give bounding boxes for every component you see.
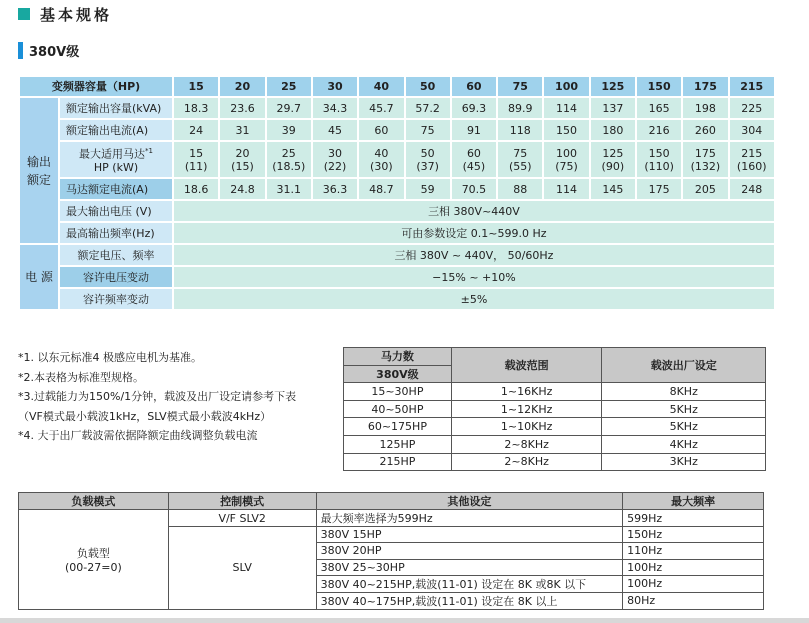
cell — [637, 142, 681, 177]
cell: 150 — [544, 120, 588, 140]
cell: 260 — [683, 120, 727, 140]
load-mode-table — [18, 492, 764, 610]
section-heading — [18, 4, 112, 24]
cell-kw: (90) — [601, 159, 625, 173]
merged-cell: 三相 380V ~ 440V， 50/60Hz — [174, 245, 774, 265]
row-label: 最高输出频率(Hz) — [60, 223, 172, 243]
merged-cell: −15% ~ +10% — [174, 267, 774, 287]
table-row — [344, 435, 766, 453]
merged-cell: ±5% — [174, 289, 774, 309]
cell-kw: (37) — [416, 159, 439, 173]
note: *3.过载能力为150%/1分钟，载波及出厂设定请参考下表 — [18, 390, 297, 403]
cell: 4KHz — [602, 435, 766, 453]
load-mode-cell — [19, 510, 169, 610]
load-header-row — [19, 493, 764, 510]
row-label: 额定电压、频率 — [60, 245, 172, 265]
cell: 1~12KHz — [451, 400, 602, 418]
cell-hp: 30 — [328, 146, 343, 160]
cell: 205 — [683, 179, 727, 199]
row-label: 额定输出容量(kVA) — [60, 98, 172, 118]
cell: 100Hz — [623, 559, 764, 575]
load-header-max: 最大频率 — [623, 493, 764, 510]
max-freq-row — [20, 223, 774, 243]
row-label: 最大输出电压 (V) — [60, 201, 172, 221]
cell — [730, 142, 774, 177]
cell: 36.3 — [313, 179, 357, 199]
max-voltage-row — [20, 201, 774, 221]
cell: 114 — [544, 98, 588, 118]
cell: 91 — [452, 120, 496, 140]
cell-kw: (55) — [508, 159, 532, 173]
cell: 225 — [730, 98, 774, 118]
cell: 175 — [637, 179, 681, 199]
cell: 69.3 — [452, 98, 496, 118]
cell: 24.8 — [220, 179, 264, 199]
hp-col: 175 — [683, 77, 727, 96]
cell-hp: 60 — [466, 146, 481, 160]
cell: 215HP — [344, 453, 452, 471]
cell: 145 — [591, 179, 635, 199]
cell-hp: 15 — [189, 146, 204, 160]
hp-col: 20 — [220, 77, 264, 96]
cell: 45.7 — [359, 98, 403, 118]
row-label: 容许电压变动 — [60, 267, 172, 287]
hp-col: 40 — [359, 77, 403, 96]
cell-hp: 25 — [281, 146, 296, 160]
load-mode-param: (00-27=0) — [65, 560, 122, 574]
hp-col: 75 — [498, 77, 542, 96]
cell-hp: 20 — [235, 146, 250, 160]
load-header-mode: 负载模式 — [19, 493, 169, 510]
cell: 380V 15HP — [316, 527, 623, 543]
cell: 45 — [313, 120, 357, 140]
cell: 599Hz — [623, 510, 764, 527]
carrier-header-range: 载波范围 — [451, 348, 602, 383]
cell: 40~50HP — [344, 400, 452, 418]
cell: 3KHz — [602, 453, 766, 471]
cell: 380V 25~30HP — [316, 559, 623, 575]
square-bullet-icon — [18, 8, 30, 20]
cell: 100Hz — [623, 575, 764, 592]
cell: 89.9 — [498, 98, 542, 118]
cell: 150Hz — [623, 527, 764, 543]
row-label: 额定输出电流(A) — [60, 120, 172, 140]
cell: 34.3 — [313, 98, 357, 118]
cell: 39 — [267, 120, 311, 140]
freq-tol-row — [20, 289, 774, 309]
cell: 18.3 — [174, 98, 218, 118]
max-motor-unit: HP (kW) — [93, 160, 139, 174]
note: *2.本表格为标准型规格。 — [18, 370, 144, 384]
cell: 59 — [406, 179, 450, 199]
cell: 248 — [730, 179, 774, 199]
max-motor-label: 最大适用马达 — [79, 147, 146, 161]
cell: 5KHz — [602, 418, 766, 436]
cell: 216 — [637, 120, 681, 140]
rated-current-row — [20, 120, 774, 140]
cell: 125HP — [344, 435, 452, 453]
table-row — [344, 400, 766, 418]
motor-current-row — [20, 179, 774, 199]
cell — [683, 142, 727, 177]
cell: 165 — [637, 98, 681, 118]
hp-col: 60 — [452, 77, 496, 96]
table-row — [344, 453, 766, 471]
carrier-header-default: 载波出厂设定 — [602, 348, 766, 383]
cell: 304 — [730, 120, 774, 140]
cell: 23.6 — [220, 98, 264, 118]
cell: 29.7 — [267, 98, 311, 118]
spec-header-row — [20, 77, 774, 96]
cell: 8KHz — [602, 383, 766, 401]
row-label: 容许频率变动 — [60, 289, 172, 309]
hp-col: 25 — [267, 77, 311, 96]
hp-col: 50 — [406, 77, 450, 96]
cell — [267, 142, 311, 177]
sub-heading — [18, 40, 79, 60]
hp-col: 150 — [637, 77, 681, 96]
cell — [544, 142, 588, 177]
cell — [498, 142, 542, 177]
cell: 15~30HP — [344, 383, 452, 401]
cell: 57.2 — [406, 98, 450, 118]
carrier-header-class: 380V级 — [344, 365, 452, 383]
cell-hp: 215 — [741, 146, 763, 160]
cell-kw: (160) — [736, 159, 767, 173]
note: *4. 大于出厂载波需依据降额定曲线调整负载电流 — [18, 429, 258, 442]
carrier-table — [343, 347, 766, 471]
cell-kw: (18.5) — [272, 159, 306, 173]
rated-voltage-row — [20, 245, 774, 265]
sub-title: 380V级 — [29, 44, 80, 60]
load-header-control: 控制模式 — [168, 493, 316, 510]
cell-hp: 150 — [648, 146, 670, 160]
cell: 88 — [498, 179, 542, 199]
cell: 114 — [544, 179, 588, 199]
merged-cell: 三相 380V~440V — [174, 201, 774, 221]
cell: 31 — [220, 120, 264, 140]
row-label: 马达额定电流(A) — [60, 179, 172, 199]
cell: 110Hz — [623, 543, 764, 559]
rated-capacity-row — [20, 98, 774, 118]
cell: 137 — [591, 98, 635, 118]
control-mode-cell: SLV — [168, 527, 316, 610]
load-mode-name: 负载型 — [76, 546, 110, 560]
hp-col: 100 — [544, 77, 588, 96]
section-title: 基本规格 — [40, 5, 113, 24]
cell-kw: (30) — [370, 159, 393, 173]
cell-kw: (45) — [462, 159, 486, 173]
volt-tol-row — [20, 267, 774, 287]
cell-kw: (110) — [644, 159, 674, 173]
cell-kw: (11) — [184, 159, 208, 173]
note: （VF模式最小载波1kHz，SLV模式最小载波4kHz） — [18, 409, 272, 423]
cell: 180 — [591, 120, 635, 140]
cell: 24 — [174, 120, 218, 140]
spec-table — [18, 75, 776, 311]
cell: 380V 40~215HP,载波(11-01) 设定在 8K 或8K 以下 — [316, 575, 623, 592]
cell: 31.1 — [267, 179, 311, 199]
carrier-header-row — [344, 348, 766, 366]
spec-header-label: 变频器容量（HP) — [20, 77, 172, 96]
load-header-other: 其他设定 — [316, 493, 623, 510]
hp-col: 30 — [313, 77, 357, 96]
cell-hp: 125 — [602, 146, 624, 160]
cell: 70.5 — [452, 179, 496, 199]
cell-kw: (15) — [231, 159, 254, 173]
cell: 18.6 — [174, 179, 218, 199]
hp-col: 215 — [730, 77, 774, 96]
row-label — [60, 142, 172, 177]
bottom-divider — [0, 618, 809, 623]
group-output-label: 输出 额定 — [20, 98, 58, 243]
cell: 1~16KHz — [451, 383, 602, 401]
note: *1. 以东元标准4 极感应电机为基准。 — [18, 351, 202, 364]
cell-kw: (22) — [323, 159, 347, 173]
cell — [406, 142, 450, 177]
cell: 380V 40~175HP,载波(11-01) 设定在 8K 以上 — [316, 592, 623, 609]
hp-col: 125 — [591, 77, 635, 96]
cell: 198 — [683, 98, 727, 118]
cell — [452, 142, 496, 177]
bar-bullet-icon — [18, 42, 23, 59]
cell-hp: 75 — [513, 146, 528, 160]
cell — [174, 142, 218, 177]
cell: 60 — [359, 120, 403, 140]
table-row — [344, 383, 766, 401]
cell: 60~175HP — [344, 418, 452, 436]
cell-hp: 100 — [556, 146, 578, 160]
cell — [313, 142, 357, 177]
cell: 5KHz — [602, 400, 766, 418]
cell — [220, 142, 264, 177]
hp-col: 15 — [174, 77, 218, 96]
footnotes — [18, 348, 338, 446]
cell-hp: 40 — [374, 146, 389, 160]
cell: 118 — [498, 120, 542, 140]
footnote-ref: *1 — [145, 147, 153, 156]
carrier-header-power: 马力数 — [344, 348, 452, 366]
cell: 380V 20HP — [316, 543, 623, 559]
cell-kw: (75) — [555, 159, 578, 173]
table-row — [344, 418, 766, 436]
cell: 48.7 — [359, 179, 403, 199]
cell — [359, 142, 403, 177]
cell — [591, 142, 635, 177]
cell: 2~8KHz — [451, 435, 602, 453]
cell-kw: (132) — [690, 159, 721, 173]
cell: 最大频率选择为599Hz — [316, 510, 623, 527]
control-mode-cell: V/F SLV2 — [168, 510, 316, 527]
max-motor-row — [20, 142, 774, 177]
cell-hp: 50 — [420, 146, 435, 160]
merged-cell: 可由参数设定 0.1~599.0 Hz — [174, 223, 774, 243]
cell: 80Hz — [623, 592, 764, 609]
table-row — [19, 510, 764, 527]
cell-hp: 175 — [694, 146, 716, 160]
cell: 2~8KHz — [451, 453, 602, 471]
cell: 1~10KHz — [451, 418, 602, 436]
cell: 75 — [406, 120, 450, 140]
group-power-label: 电 源 — [20, 245, 58, 309]
